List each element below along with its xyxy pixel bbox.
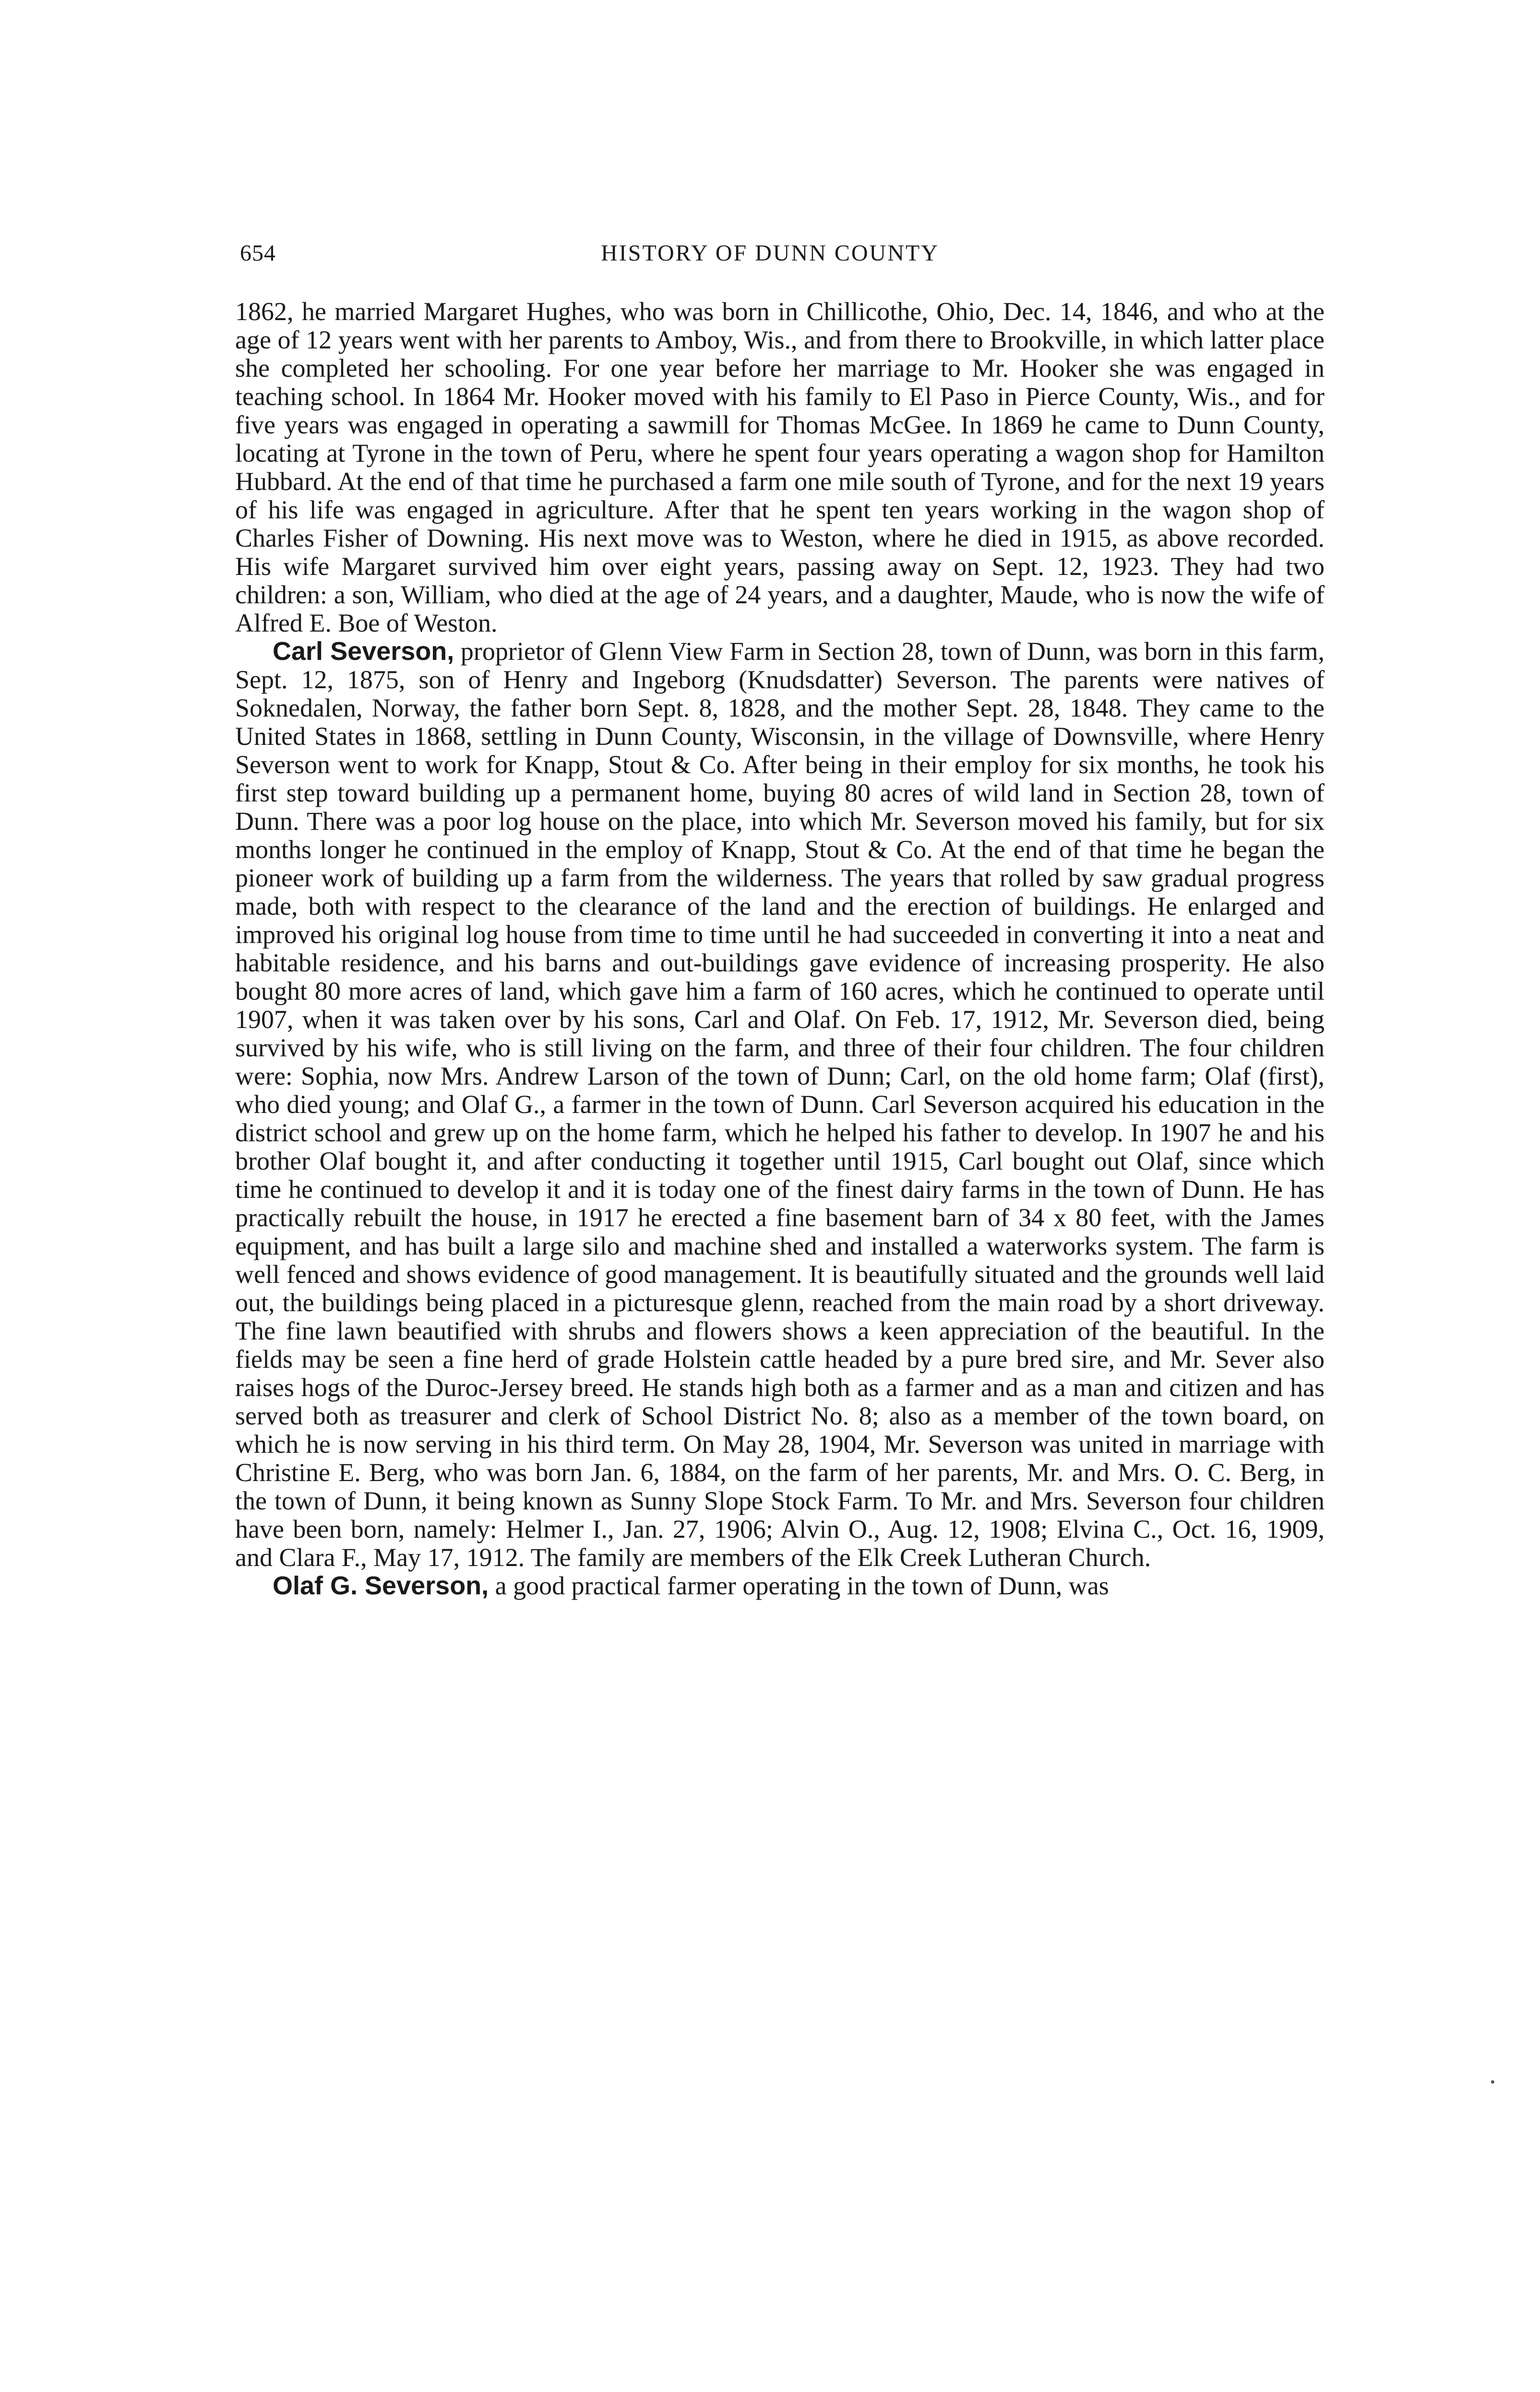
paragraph-hooker-continued	[235, 298, 1325, 637]
page-number: 654	[240, 240, 276, 266]
entry-name: Olaf G. Severson,	[273, 1571, 489, 1600]
margin-mark: •	[1490, 2074, 1495, 2090]
entry-name: Carl Severson,	[273, 637, 454, 666]
paragraph-text: a good practical farmer operating in the town of Dunn, was	[489, 1571, 1109, 1600]
paragraph-carl-severson	[235, 637, 1325, 1572]
paragraph-text: proprietor of Glenn View Farm in Section 28, town of Dunn, was born in this farm, Sept. 12, 1875, son of Henry and Ingeborg (Knudsdatter) Severson. The parents were natives of Soknedalen, Norway, the father born Sept. 8, 1828, and the mother Sept. 28, 1848. They came to the United States in 1868, settling in Dunn County, Wisconsin, in the village of Downsville, where Henry Severson went to work for Knapp, Stout & Co. After being in their employ for six months, he took his first step toward building up a permanent home, buying 80 acres of wild land in Section 28, town of Dunn. There was a poor log house on the place, into which Mr. Severson moved his family, but for six months longer he continued in the employ of Knapp, Stout & Co. At the end of that time he began the pioneer work of building up a farm from the wilderness. The years that rolled by saw gradual progress made, both with respect to the clearance of the land and the erection of buildings. He enlarged and improved his original log house from time to time until he had succeeded in converting it into a neat and habitable residence, and his barns and out-buildings gave evidence of increasing prosperity. He also bought 80 more acres of land, which gave him a farm of 160 acres, which he continued to operate until 1907, when it was taken over by his sons, Carl and Olaf. On Feb. 17, 1912, Mr. Severson died, being survived by his wife, who is still living on the farm, and three of their four children. The four children were: Sophia, now Mrs. Andrew Larson of the town of Dunn; Carl, on the old home farm; Olaf (first), who died young; and Olaf G., a farmer in the town of Dunn. Carl Severson acquired his education in the district school and grew up on the home farm, which he helped his father to develop. In 1907 he and his brother Olaf bought it, and after conducting it together until 1915, Carl bought out Olaf, since which time he continued to develop it and it is today one of the finest dairy farms in the town of Dunn. He has practically rebuilt the house, in 1917 he erected a fine basement barn of 34 x 80 feet, with the James equipment, and has built a large silo and machine shed and installed a waterworks system. The farm is well fenced and shows evidence of good management. It is beautifully situated and the grounds well laid out, the buildings being placed in a picturesque glenn, reached from the main road by a short driveway. The fine lawn beautified with shrubs and flowers shows a keen appreciation of the beautiful. In the fields may be seen a fine herd of grade Holstein cattle headed by a pure bred sire, and Mr. Sever also raises hogs of the Duroc-Jersey breed. He stands high both as a farmer and as a man and citizen and has served both as treasurer and clerk of School District No. 8; also as a member of the town board, on which he is now serving in his third term. On May 28, 1904, Mr. Severson was united in marriage with Christine E. Berg, who was born Jan. 6, 1884, on the farm of her parents, Mr. and Mrs. O. C. Berg, in the town of Dunn, it being known as Sunny Slope Stock Farm. To Mr. and Mrs. Severson four children have been born, namely: Helmer I., Jan. 27, 1906; Alvin O., Aug. 12, 1908; Elvina C., Oct. 16, 1909, and Clara F., May 17, 1912. The family are members of the Elk Creek Lutheran Church.	[235, 637, 1325, 1572]
paragraph-olaf-severson	[235, 1572, 1325, 1600]
body-text	[235, 298, 1325, 1600]
paragraph-text: 1862, he married Margaret Hughes, who was born in Chillicothe, Ohio, Dec. 14, 1846, and who at the age of 12 years went with her parents to Amboy, Wis., and from there to Brookville, in which latter place she completed her schooling. For one year before her marriage to Mr. Hooker she was engaged in teaching school. In 1864 Mr. Hooker moved with his family to El Paso in Pierce County, Wis., and for five years was engaged in operating a sawmill for Thomas McGee. In 1869 he came to Dunn County, locating at Tyrone in the town of Peru, where he spent four years operating a wagon shop for Hamilton Hubbard. At the end of that time he purchased a farm one mile south of Tyrone, and for the next 19 years of his life was engaged in agriculture. After that he spent ten years working in the wagon shop of Charles Fisher of Downing. His next move was to Weston, where he died in 1915, as above recorded. His wife Margaret survived him over eight years, passing away on Sept. 12, 1923. They had two children: a son, William, who died at the age of 24 years, and a daughter, Maude, who is now the wife of Alfred E. Boe of Weston.	[235, 297, 1325, 637]
running-head: HISTORY OF DUNN COUNTY	[601, 240, 939, 266]
